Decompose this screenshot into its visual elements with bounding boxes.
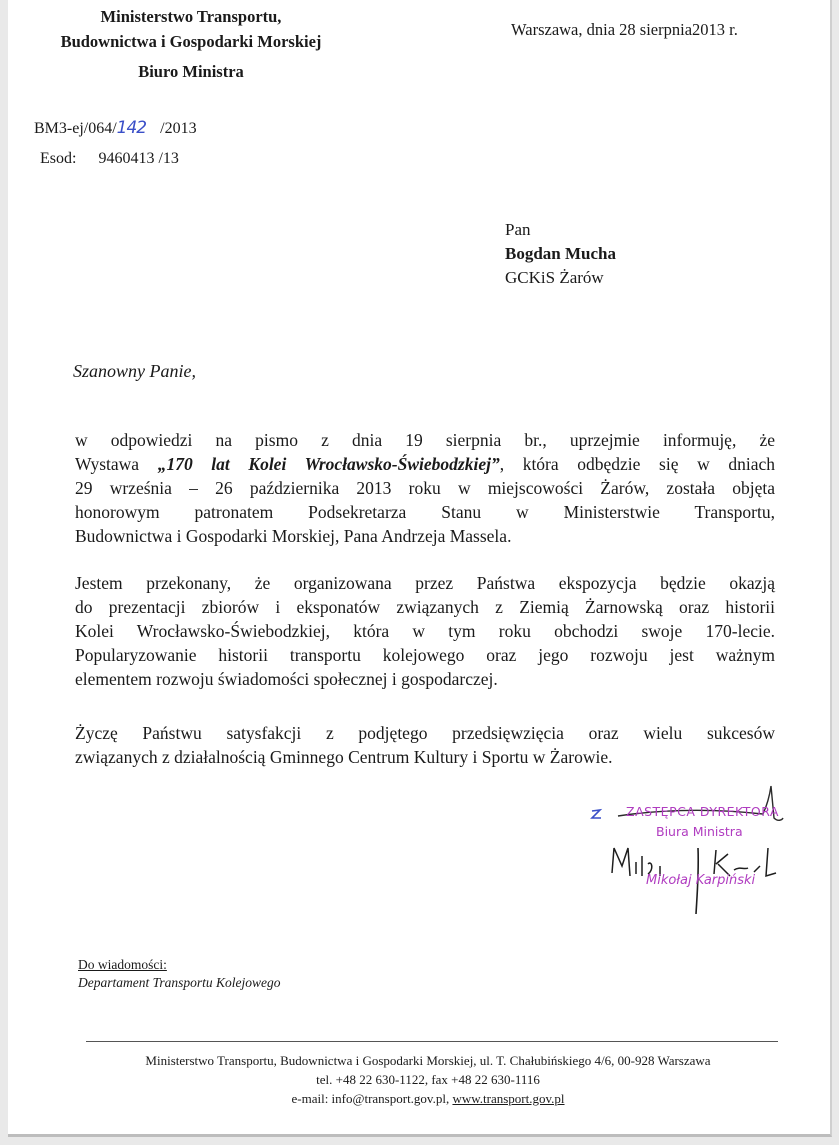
paragraph-3-line-1: Życzę Państwu satysfakcji z podjętego przedsięwzięcia oraz wielu sukcesów (75, 723, 775, 743)
paragraph-1 (75, 428, 775, 548)
esod-value: 9460413 /13 (98, 150, 179, 167)
stamp-name: Mikołaj Karpiński (646, 873, 756, 888)
footer-address: Ministerstwo Transportu, Budownictwa i Gospodarki Morskiej, ul. T. Chałubińskiego 4/6, 00-928 Warszawa (145, 1053, 711, 1068)
exhibition-intro: Wystawa (75, 454, 158, 474)
paragraph-1-line-2 (75, 452, 775, 476)
paragraph-3-line-2: związanych z działalnością Gminnego Centrum Kultury i Sportu w Żarowie. (75, 747, 613, 767)
reference-handwritten-number: 142 (116, 118, 147, 138)
footer-divider (86, 1041, 778, 1042)
footer-email: e-mail: info@transport.gov.pl, (291, 1091, 453, 1106)
stamp-office: Biura Ministra (656, 824, 743, 839)
signature-stamp-area (578, 778, 818, 918)
handwritten-signature-icon (578, 778, 818, 918)
letter-page (8, 0, 832, 1137)
ministry-header (26, 4, 356, 84)
cc-label: Do wiadomości: (78, 957, 167, 972)
paragraph-2-line-1: Jestem przekonany, że organizowana przez Państwa ekspozycja będzie okazją (75, 573, 775, 593)
recipient-title: Pan (505, 220, 531, 239)
exhibition-tail: , która odbędzie się w dniach (499, 454, 775, 474)
paragraph-1-line-1: w odpowiedzi na pismo z dnia 19 sierpnia br., uprzejmie informuję, że (75, 430, 775, 450)
footer-phone: tel. +48 22 630-1122, fax +48 22 630-1116 (316, 1072, 540, 1087)
footer-contact (78, 1089, 778, 1108)
recipient-block (505, 218, 616, 290)
esod-label: Esod: (40, 150, 77, 167)
paragraph-3 (75, 721, 775, 769)
paragraph-2-line-2: do prezentacji zbiorów i eksponatów związanych z Ziemią Żarnowską oraz historii (75, 597, 775, 617)
paragraph-2-line-5: elementem rozwoju świadomości społecznej i gospodarczej. (75, 669, 498, 689)
salutation: Szanowny Panie, (73, 361, 196, 381)
ministry-line-1: Ministerstwo Transportu, (100, 7, 282, 26)
footer (78, 1051, 778, 1108)
cc-department: Departament Transportu Kolejowego (78, 975, 281, 990)
reference-number (34, 118, 197, 138)
recipient-name: Bogdan Mucha (505, 244, 616, 263)
ministry-line-2: Budownictwa i Gospodarki Morskiej (60, 32, 322, 51)
recipient-organization: GCKiS Żarów (505, 268, 604, 287)
paragraph-2-line-4: Popularyzowanie historii transportu kolejowego oraz jego rozwoju jest ważnym (75, 645, 775, 665)
place-date: Warszawa, dnia 28 sierpnia2013 r. (511, 20, 738, 39)
paragraph-1-line-5: Budownictwa i Gospodarki Morskiej, Pana Andrzeja Massela. (75, 526, 512, 546)
exhibition-title: „170 lat Kolei Wrocławsko-Świebodzkiej” (157, 454, 500, 474)
reference-prefix: BM3-ej/064/ (34, 120, 117, 137)
paragraph-1-line-4: honorowym patronatem Podsekretarza Stanu w Ministerstwie Transportu, (75, 502, 775, 522)
esod-reference (40, 150, 179, 168)
stamp-title: ZASTĘPCA DYREKTORA (626, 804, 779, 819)
footer-website-link[interactable]: www.transport.gov.pl (452, 1091, 565, 1106)
paragraph-2 (75, 571, 775, 691)
ministry-line-3: Biuro Ministra (138, 62, 244, 81)
reference-suffix: /2013 (160, 120, 197, 137)
paragraph-2-line-3: Kolei Wrocławsko-Świebodzkiej, która w tym roku obchodzi swoje 170-lecie. (75, 621, 775, 641)
paragraph-1-line-3: 29 września – 26 października 2013 roku w miejscowości Żarów, została objęta (75, 478, 775, 498)
